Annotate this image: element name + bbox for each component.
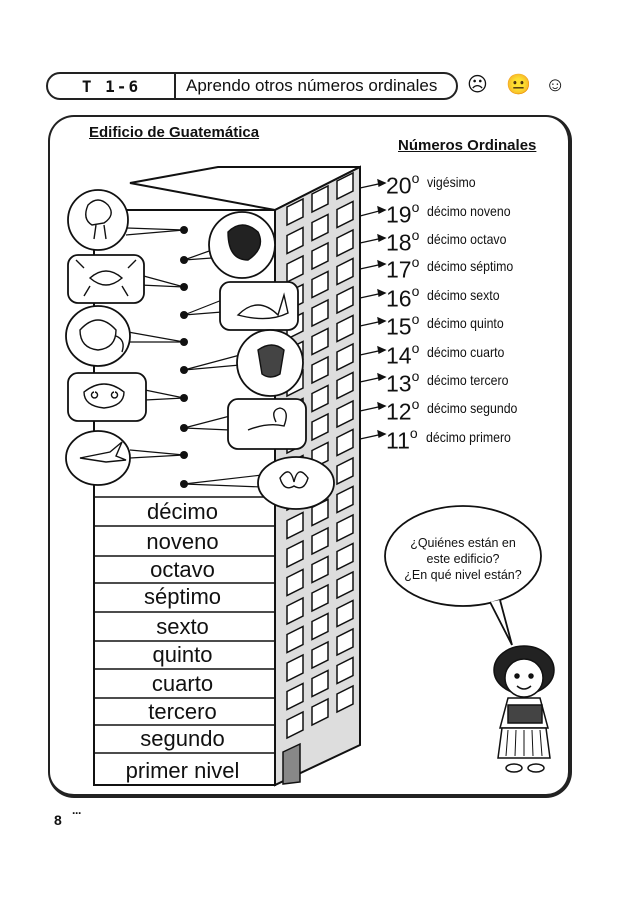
ordinal-superscript: o [411, 396, 420, 412]
ordinal-superscript: o [411, 254, 420, 270]
ordinal-digits: 11 [386, 427, 410, 454]
floor-label: primer nivel [125, 758, 240, 783]
ordinal-digits: 14 [386, 342, 412, 369]
ordinal-number [386, 168, 419, 198]
bubble-line-3: ¿En qué nivel están? [404, 568, 522, 582]
page-number: 8 [54, 812, 62, 828]
ordinal-row [386, 168, 483, 198]
elephant-icon [66, 306, 130, 366]
ordinal-number [386, 366, 419, 396]
lesson-code: T 1-6 [48, 74, 176, 98]
section-title: Edificio de Guatemática [89, 124, 260, 141]
floor-label: tercero [148, 699, 217, 724]
ordinal-superscript: o [411, 227, 420, 243]
ordinal-word: décimo primero [425, 429, 511, 445]
ordinal-superscript: o [411, 283, 420, 299]
ordinal-digits: 19 [386, 201, 412, 228]
ordinal-number [386, 338, 419, 368]
ordinal-digits: 18 [386, 229, 412, 256]
ordinal-row [386, 225, 518, 255]
ordinal-row [386, 281, 510, 311]
ordinal-word: décimo cuarto [427, 344, 505, 360]
speech-bubble-text [388, 535, 538, 583]
ordinals-title: Números Ordinales [398, 137, 537, 154]
ordinal-word: décimo sexto [427, 287, 500, 303]
floor-label: sexto [156, 614, 209, 639]
ordinal-row [386, 423, 522, 453]
floor-label: cuarto [151, 671, 214, 696]
building-door [283, 744, 300, 784]
ordinal-superscript: o [411, 340, 420, 356]
page-mark: ··· [72, 806, 81, 820]
ordinal-word: décimo tercero [427, 372, 509, 388]
ordinal-row [386, 309, 515, 339]
ordinal-digits: 12 [386, 398, 412, 425]
ordinal-row [386, 366, 520, 396]
ordinal-digits: 17 [386, 256, 412, 283]
ordinal-digits: 15 [386, 313, 412, 340]
crab-icon [68, 255, 144, 303]
girl-character [494, 646, 554, 772]
butterfly-icon [258, 457, 334, 509]
happy-face-icon[interactable]: ☺ [545, 74, 566, 96]
ordinal-word: décimo noveno [427, 203, 511, 219]
ordinal-word: décimo segundo [427, 400, 518, 416]
ordinal-number [386, 394, 419, 424]
ordinal-superscript: o [411, 170, 420, 186]
floor-label: octavo [150, 557, 215, 582]
floor-label: segundo [140, 726, 225, 751]
floor-label: décimo [147, 499, 218, 524]
ordinal-superscript: o [411, 368, 420, 384]
ordinal-word: décimo séptimo [427, 258, 514, 274]
ordinal-row [386, 338, 515, 368]
ordinal-digits: 16 [386, 285, 412, 312]
rooster-icon [68, 190, 128, 250]
ordinal-word: décimo octavo [427, 231, 507, 247]
ordinal-arrows [360, 180, 385, 439]
ordinal-superscript: o [411, 199, 420, 215]
floor-label: séptimo [143, 584, 222, 609]
ordinal-row [386, 252, 525, 282]
ordinal-superscript: o [411, 311, 420, 327]
duck-icon [228, 399, 306, 449]
bubble-line-2: este edificio? [426, 552, 500, 566]
ordinal-digits: 13 [386, 370, 412, 397]
lesson-title: Aprendo otros números ordinales [186, 76, 438, 95]
ordinal-row [386, 394, 530, 424]
frog-icon [68, 373, 146, 421]
neutral-face-icon[interactable]: 😐 [506, 74, 531, 96]
ordinal-number [386, 197, 419, 227]
ordinal-word: vigésimo [427, 174, 477, 190]
ordinal-number [386, 309, 419, 339]
ordinal-word: décimo quinto [427, 315, 505, 331]
ordinal-digits: 20 [386, 172, 412, 199]
floor-label: quinto [152, 642, 213, 667]
ordinal-number [386, 423, 418, 453]
ordinal-superscript: o [409, 425, 418, 441]
bubble-line-1: ¿Quiénes están en [410, 536, 516, 550]
sad-face-icon[interactable]: ☹ [467, 74, 488, 96]
ordinal-number [386, 281, 419, 311]
ordinal-row [386, 197, 522, 227]
floor-label: noveno [146, 529, 219, 554]
ordinal-number [386, 225, 419, 255]
ordinal-number [386, 252, 419, 282]
